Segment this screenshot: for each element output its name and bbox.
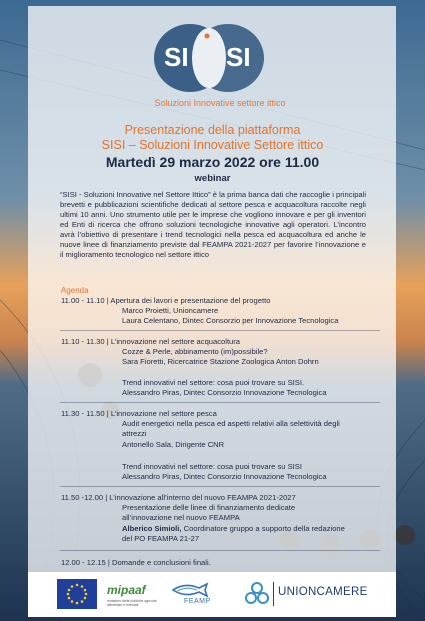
session-3-speaker-1: Antonello Sala, Dirigente CNR: [122, 440, 225, 449]
session-5-header: 12.00 - 12.15 | Domande e conclusioni finali.: [61, 558, 211, 567]
event-format: webinar: [194, 173, 231, 184]
session-3-talk-1: Audit energetici nella pesca ed aspetti relativi alla selettività degli: [122, 419, 340, 428]
session-2-talk-1: Cozze & Perle, abbinamento (im)possibile?: [122, 347, 268, 356]
divider: [60, 550, 380, 551]
session-4-line-2: all’innovazione nel nuovo FEAMPA: [122, 513, 240, 522]
session-2-talk-2: Trend innovativi nel settore: cosa puoi trovare su SISI.: [122, 378, 305, 387]
feamp-logo-text: FEAMP: [184, 598, 211, 605]
session-title: Domande e conclusioni finali.: [111, 558, 211, 567]
unioncamere-emblem-icon: [243, 580, 271, 613]
session-1-header: 11.00 - 11.10 | Apertura dei lavori e presentazione del progetto: [61, 296, 271, 305]
session-4-line-3: del PO FEAMPA 21-27: [122, 534, 200, 543]
presentation-title: Presentazione della piattaforma: [124, 123, 301, 137]
speaker-name: Alberico Simioli,: [122, 524, 182, 533]
mipaaf-subtitle: ministero delle politiche agricole alimentari e forestali: [107, 599, 157, 607]
session-4-header: 11.50 -12.00 | L’innovazione all’interno del nuovo FEAMPA 2021-2027: [61, 493, 296, 502]
session-2-header: 11.10 - 11.30 | L’innovazione nel settore acquacoltura: [61, 337, 241, 346]
presentation-subtitle: SISI – Soluzioni Innovative Settore ittico: [101, 138, 324, 152]
session-time: 11.00 - 11.10: [61, 296, 105, 305]
session-title: L’innovazione all’interno del nuovo FEAMPA 2021-2027: [109, 493, 296, 502]
session-1-speaker-1: Marco Proietti, Unioncamere: [122, 306, 219, 315]
intro-paragraph: “SISI - Soluzioni Innovative nel Settore Ittico” è la prima banca dati che raccoglie i principali brevetti e pubblicazioni scientifiche dedicati al settore pesca e acquacoltura raccolte negli ultimi 10 anni. Uno strumento utile per le imprese che vogliono innovare e per gli inventori ed Enti di ricerca che offrono soluzioni tecnologiche innovative agli operatori. L’incontro avrà l’obiettivo di presentare i trend tecnologici nella pesca ed acquacoltura ed anche le nuove linee di finanziamento previste dal FEAMPA 2021-2027 per favorire l’innovazione e il miglioramento tecnologico nel settore ittico: [60, 190, 367, 259]
logo-tagline: Soluzioni Innovative settore ittico: [154, 98, 286, 108]
agenda-heading: Agenda: [61, 286, 89, 295]
session-4-line-1: Presentazione delle linee di finanziamento dedicate: [122, 503, 296, 512]
footer-divider: [273, 582, 274, 606]
unioncamere-logo-text: UNIONCAMERE: [278, 586, 368, 598]
divider: [60, 486, 380, 487]
session-3-talk-1-cont: attrezzi: [122, 429, 147, 438]
divider: [60, 402, 380, 403]
sisi-logo: [144, 22, 274, 100]
session-2-speaker-1: Sara Fioretti, Ricercatrice Stazione Zoologica Anton Dohrn: [122, 357, 319, 366]
divider: [60, 330, 380, 331]
session-time: 11.50 -12.00: [61, 493, 104, 502]
event-date: Martedì 29 marzo 2022 ore 11.00: [105, 154, 320, 170]
session-title: L’innovazione nel settore acquacoltura: [110, 337, 241, 346]
logo-right-text: SI: [226, 42, 251, 72]
session-time: 11.10 - 11.30: [61, 337, 105, 346]
session-title: Apertura dei lavori e presentazione del progetto: [110, 296, 271, 305]
session-1-speaker-2: Laura Celentano, Dintec Consorzio per Innovazione Tecnologica: [122, 316, 339, 325]
session-4-speaker: [122, 524, 345, 534]
session-3-header: 11.30 - 11.50 | L’innovazione nel settore pesca: [61, 409, 217, 418]
logo-left-text: SI: [164, 42, 189, 72]
session-title: L’innovazione nel settore pesca: [110, 409, 217, 418]
eu-flag-icon: [57, 579, 97, 614]
session-3-talk-2: Trend innovativi nel settore: cosa puoi trovare su SISI: [122, 462, 302, 471]
mipaaf-logo-text: mipaaf: [107, 583, 146, 597]
session-2-speaker-2: Alessandro Piras, Dintec Consorzio Innovazione Tecnologica: [122, 388, 327, 397]
session-3-speaker-2: Alessandro Piras, Dintec Consorzio Innovazione Tecnologica: [122, 472, 327, 481]
session-time: 11.30 - 11.50: [61, 409, 105, 418]
session-time: 12.00 - 12.15: [61, 558, 106, 567]
speaker-role: Coordinatore gruppo a supporto della redazione: [181, 524, 345, 533]
